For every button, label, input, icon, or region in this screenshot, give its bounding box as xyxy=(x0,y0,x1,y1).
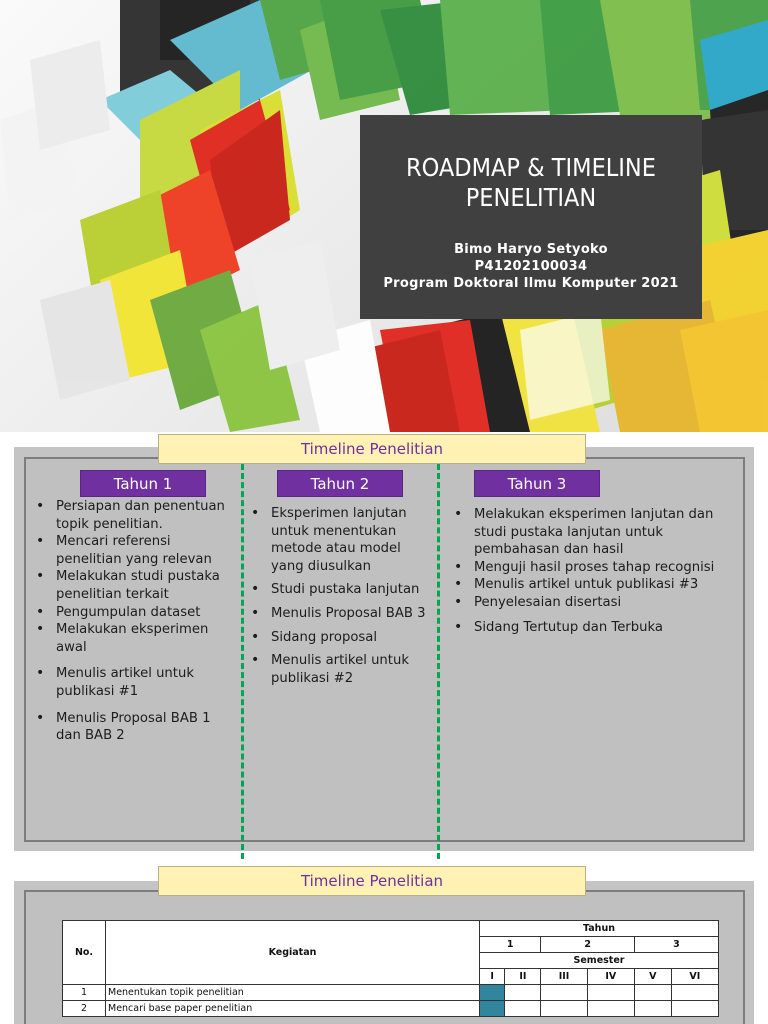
column-divider xyxy=(437,464,440,859)
student-id: P41202100034 xyxy=(474,259,588,274)
schedule-cell-filled xyxy=(480,1001,505,1017)
schedule-cell xyxy=(587,1001,634,1017)
list-item: • Eksperimen lanjutan untuk menentukan metode atau model yang diusulkan xyxy=(247,505,437,575)
title-slide xyxy=(0,0,768,432)
list-item: • Penyelesaian disertasi xyxy=(450,594,740,612)
schedule-cell xyxy=(671,985,718,1001)
list-item: • Mencari referensi penelitian yang relevan xyxy=(32,533,228,568)
list-item: • Menulis Proposal BAB 1 dan BAB 2 xyxy=(32,710,228,745)
row-no: 2 xyxy=(63,1001,106,1017)
list-item: • Sidang Tertutup dan Terbuka xyxy=(450,619,740,637)
schedule-table xyxy=(62,920,719,1017)
schedule-cell xyxy=(634,985,671,1001)
header-year-3: 3 xyxy=(634,937,718,953)
schedule-cell xyxy=(505,985,541,1001)
slide-title: ROADMAP & TIMELINE PENELITIAN xyxy=(406,153,656,212)
list-item: • Menulis Proposal BAB 3 xyxy=(247,605,437,623)
schedule-cell xyxy=(587,985,634,1001)
header-year-1: 1 xyxy=(480,937,541,953)
header-sem-3: III xyxy=(541,969,587,985)
header-sem-1: I xyxy=(480,969,505,985)
header-year-2: 2 xyxy=(541,937,635,953)
title-box xyxy=(360,115,702,319)
header-sem-5: V xyxy=(634,969,671,985)
year-3-list xyxy=(450,506,740,636)
list-item: • Melakukan eksperimen lanjutan dan studi pustaka lanjutan untuk pembahasan dan hasil xyxy=(450,506,740,559)
year-1-list xyxy=(32,498,228,745)
table-row xyxy=(63,1001,719,1017)
year-tab-3: Tahun 3 xyxy=(474,470,600,497)
header-sem-4: IV xyxy=(587,969,634,985)
timeline-banner: Timeline Penelitian xyxy=(158,434,586,464)
table-row xyxy=(63,985,719,1001)
schedule-cell xyxy=(505,1001,541,1017)
schedule-cell xyxy=(541,985,587,1001)
program-name: Program Doktoral Ilmu Komputer 2021 xyxy=(383,276,679,291)
schedule-cell-filled xyxy=(480,985,505,1001)
column-divider xyxy=(241,464,244,859)
header-semester: Semester xyxy=(480,953,719,969)
list-item: • Menulis artikel untuk publikasi #1 xyxy=(32,665,228,700)
row-activity: Menentukan topik penelitian xyxy=(106,985,480,1001)
list-item: • Melakukan eksperimen awal xyxy=(32,621,228,656)
list-item: • Persiapan dan penentuan topik penelitian. xyxy=(32,498,228,533)
list-item: • Menulis artikel untuk publikasi #2 xyxy=(247,652,437,687)
year-2-list xyxy=(247,505,437,687)
header-sem-6: VI xyxy=(671,969,718,985)
schedule-cell xyxy=(634,1001,671,1017)
list-item: • Menulis artikel untuk publikasi #3 xyxy=(450,576,740,594)
row-no: 1 xyxy=(63,985,106,1001)
year-tab-2: Tahun 2 xyxy=(277,470,403,497)
header-kegiatan: Kegiatan xyxy=(106,921,480,985)
author-block xyxy=(360,241,702,292)
header-tahun: Tahun xyxy=(480,921,719,937)
list-item: • Pengumpulan dataset xyxy=(32,604,228,622)
author-name: Bimo Haryo Setyoko xyxy=(454,242,608,257)
schedule-cell xyxy=(541,1001,587,1017)
list-item: • Menguji hasil proses tahap recognisi xyxy=(450,559,740,577)
year-tab-1: Tahun 1 xyxy=(80,470,206,497)
header-sem-2: II xyxy=(505,969,541,985)
schedule-banner: Timeline Penelitian xyxy=(158,866,586,896)
schedule-cell xyxy=(671,1001,718,1017)
list-item: • Studi pustaka lanjutan xyxy=(247,581,437,599)
list-item: • Melakukan studi pustaka penelitian terkait xyxy=(32,568,228,603)
row-activity: Mencari base paper penelitian xyxy=(106,1001,480,1017)
list-item: • Sidang proposal xyxy=(247,629,437,647)
header-no: No. xyxy=(63,921,106,985)
